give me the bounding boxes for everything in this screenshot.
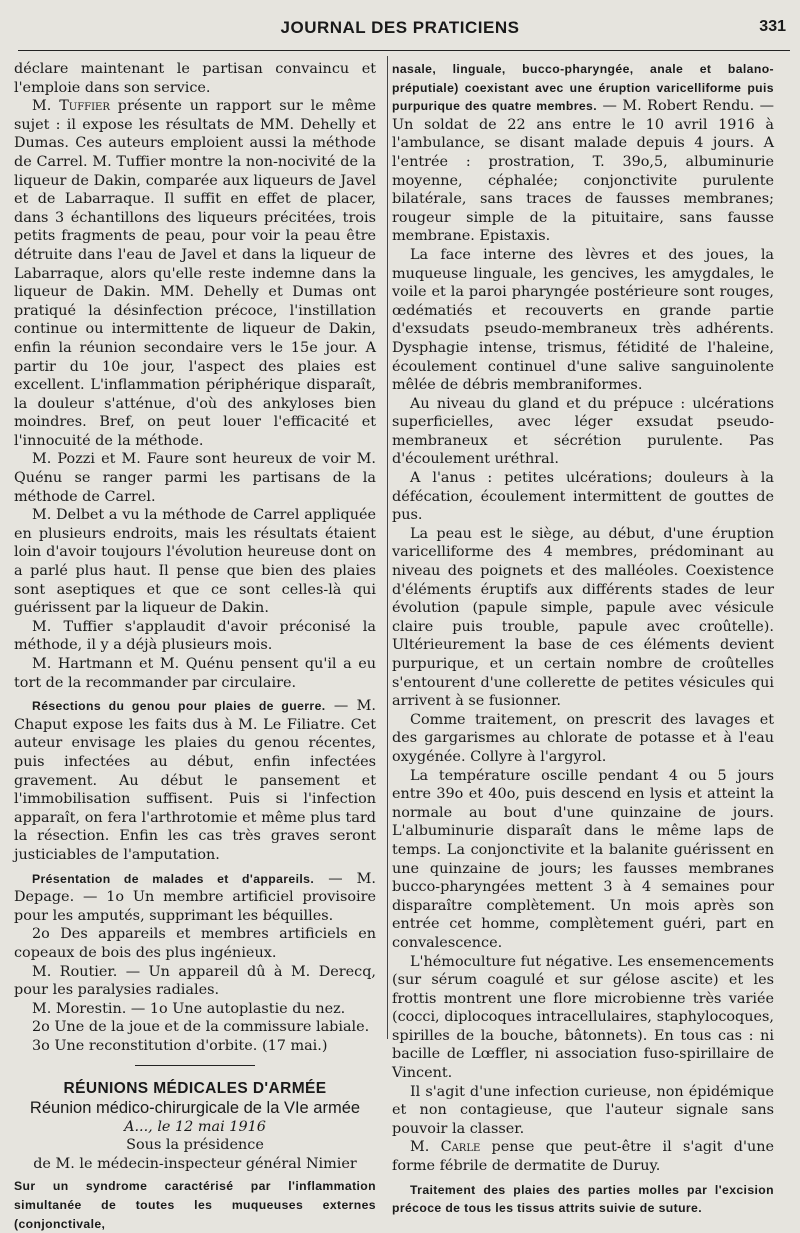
topic-continuation: nasale, linguale, bucco-pharyngée, anale et balano-préputiale) coexistant avec une éruption varicelliforme puis purpurique des quatre membres. — [392, 62, 774, 114]
paragraph: M. Tuffier s'applaudit d'avoir préconisé la méthode, il y a déjà plusieurs mois. — [14, 618, 376, 654]
paragraph — [14, 697, 376, 864]
subsection-title: Résections du genou pour plaies de guerre. — [32, 699, 326, 714]
left-column — [14, 60, 376, 1233]
paragraph: Il s'agit d'une infection curieuse, non épidémique et non contagieuse, que l'auteur signale sans pouvoir la classer. — [392, 1083, 774, 1137]
paragraph: La face interne des lèvres et des joues, la muqueuse linguale, les gencives, les amygdales, le voile et la paroi pharyngée postérieure sont rouges, œdématiés et recouverts en grande partie d'exsudats pseudo-membraneux très adhérents. Dysphagie intense, trismus, fétidité de l'haleine, écoulement continuel d'une salive sanguinolente mêlée de débris membraniformes. — [392, 246, 774, 394]
paragraph-text: présente un rapport sur le même sujet : il expose les résultats de MM. Dehelly et Dumas. Ces auteurs emploient aussi la méthode de Carrel. M. Tuffier montre la non-nocivité de la liqueur de Dakin, comparée aux liqueurs de Javel et de Labarraque. Il suffit en effet de placer, dans 3 échantillons des liqueurs précitées, trois petits fragments de peau, pour voir la peau être détruite dans l'eau de Javel et dans la liqueur de Labarraque, alors qu'elle reste indemne dans la liqueur de Dakin. MM. Dehelly et Dumas ont pratiqué la désinfection précoce, l'instillation continue ou intermittente de liqueur de Dakin, enfin la réunion secondaire vers le 15e jour. A partir du 10e jour, l'aspect des plaies est excellent. L'inflammation périphérique disparaît, la douleur s'atténue, d'où des ankyloses bien moindres. Bref, on peut louer l'efficacité et l'innocuité de la méthode. — [14, 98, 376, 449]
column-divider — [387, 56, 388, 1039]
paragraph: Comme traitement, on prescrit des lavages et des gargarismes au chlorate de potasse et à l'eau oxygénée. Collyre à l'argyrol. — [392, 711, 774, 765]
paragraph — [392, 1138, 774, 1175]
paragraph-text: — M. Chaput expose les faits dus à M. Le Filiatre. Cet auteur envisage les plaies du genou récentes, puis infectées au début, enfin infectées gravement. Au début le pansement et l'immobilisation suffisent. Puis si l'infection apparaît, on fera l'arthrotomie et même plus tard la résection. Enfin les cas très graves seront justiciables de l'amputation. — [14, 698, 376, 863]
section-subtitle: Réunion médico-chirurgicale de la VIe armée — [29, 1099, 361, 1118]
page-number: 331 — [759, 18, 786, 35]
paragraph: L'hémoculture fut négative. Les ensemencements (sur sérum coagulé et sur gélose ascite) et les frottis montrent une flore microbienne très variée (cocci, diplocoques intracellulaires, staphylocoques, spirilles de la bouche, bâtonnets). En tous cas : ni bacille de Lœffler, ni association fuso-spirillaire de Vincent. — [392, 953, 774, 1082]
right-column — [392, 60, 774, 1218]
section-rule — [135, 1065, 255, 1066]
paragraph: La température oscille pendant 4 ou 5 jours entre 39o et 40o, puis descend en lysis et atteint la normale au bout d'une quinzaine de jours. L'albuminurie disparaît dans le même laps de temps. La conjonctivite et la balanite guérissent en une quinzaine de jours; les fausses membranes bucco-pharyngées mettent 3 à 4 semaines pour disparaître complètement. Un mois après son entrée cet homme, complètement guéri, part en convalescence. — [392, 767, 774, 951]
section-date: A..., le 12 mai 1916 — [124, 1118, 266, 1135]
paragraph: M. Hartmann et M. Quénu pensent qu'il a eu tort de la recommander par circulaire. — [14, 656, 376, 691]
paragraph — [14, 97, 376, 450]
section-topic: Sur un syndrome caractérisé par l'inflammation simultanée de toutes les muqueuses externes (conjonctivale, — [14, 1179, 376, 1231]
paragraph — [392, 60, 774, 246]
paragraph — [14, 870, 376, 926]
paragraph: 2o Des appareils et membres artificiels en copeaux de bois des plus ingénieux. — [14, 926, 376, 961]
subsection-title: Traitement des plaies des parties molles par l'excision précoce de tous les tissus attrits suivie de suture. — [392, 1182, 774, 1216]
author-name: M. Tuffier — [32, 98, 110, 115]
author-name: M. Carle — [410, 1139, 481, 1156]
section-presidence: Sous la présidence — [126, 1137, 264, 1154]
paragraph-text: — M. Depage. — 1o Un membre artificiel provisoire pour les amputés, supprimant les béquilles. — [14, 870, 376, 924]
paragraph: 3o Une reconstitution d'orbite. (17 mai.) — [32, 1037, 328, 1054]
paragraph: déclare maintenant le partisan convaincu et l'emploie dans son service. — [14, 61, 376, 96]
paragraph: 2o Une de la joue et de la commissure labiale. — [32, 1019, 370, 1036]
paragraph: M. Morestin. — 1o Une autoplastie du nez. — [32, 1000, 346, 1017]
paragraph-text: pense que peut-être il s'agit d'une forme fébrile de dermatite de Duruy. — [392, 1139, 775, 1175]
journal-title: JOURNAL DES PRATICIENS — [280, 18, 520, 37]
subsection-title: Présentation de malades et d'appareils. — [32, 871, 315, 886]
paragraph: M. Delbet a vu la méthode de Carrel appliquée en plusieurs endroits, mais les résultats étaient loin d'avoir toujours l'évolution heureuse dont on a parlé plus haut. Il pense que bien des plaies sont aseptiques et que ce sont celles-là qui guérissent par la liqueur de Dakin. — [14, 507, 376, 617]
paragraph: M. Pozzi et M. Faure sont heureux de voir M. Quénu se ranger parmi les partisans de la méthode de Carrel. — [14, 451, 376, 505]
paragraph: M. Routier. — Un appareil dû à M. Derecq, pour les paralysies radiales. — [14, 963, 376, 999]
section-title: RÉUNIONS MÉDICALES D'ARMÉE — [63, 1080, 327, 1098]
paragraph: A l'anus : petites ulcérations; douleurs à la défécation, écoulement intermittent de gouttes de pus. — [392, 470, 774, 524]
section-president: de M. le médecin-inspecteur général Nimier — [33, 1155, 357, 1172]
header-rule — [18, 50, 790, 51]
paragraph-text: — M. Robert Rendu. — Un soldat de 22 ans entre le 10 avril 1916 à l'ambulance, se disant malade depuis 4 jours. A l'entrée : prostration, T. 39o,5, albuminurie moyenne, céphalée; conjonctivite purulente bilatérale, sans traces de fausses membranes; rougeur simple de la pituitaire, sans fausse membrane. Epistaxis. — [392, 98, 774, 245]
paragraph: Au niveau du gland et du prépuce : ulcérations superficielles, avec léger exsudat pseudo-membraneux et sécrétion purulente. Pas d'écoulement uréthral. — [392, 395, 774, 468]
page-header — [0, 10, 800, 42]
paragraph: La peau est le siège, au début, d'une éruption varicelliforme des 4 membres, prédominant au niveau des poignets et des malléoles. Coexistence d'éléments éruptifs aux différents stades de leur évolution (papule simple, papule avec vésicule claire puis trouble, papule avec croûtelle). Ultérieurement la base de ces éléments devient purpurique, et un certain nombre de croûtelles s'entourent d'une collerette de petites vésicules qui arrivent à se fusionner. — [392, 525, 774, 710]
